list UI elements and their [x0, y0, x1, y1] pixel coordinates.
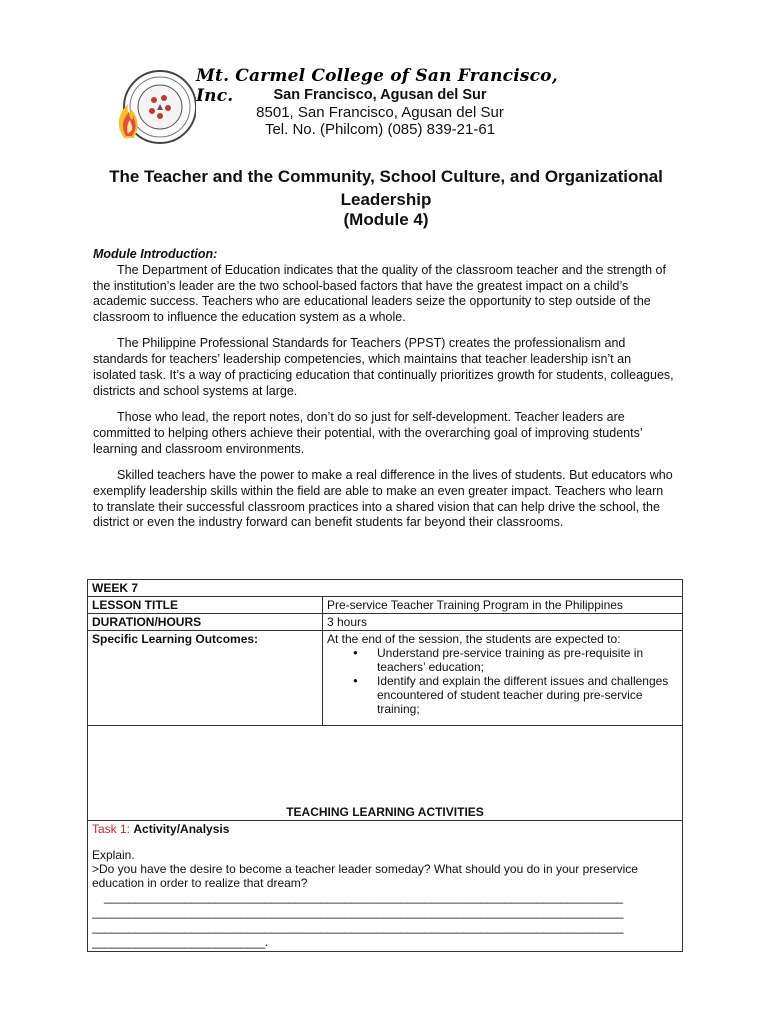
lesson-title-value: Pre-service Teacher Training Program in the Philippines	[323, 597, 683, 614]
intro-paragraph: Skilled teachers have the power to make a real difference in the lives of students. But educators who exemplify leadership skills within the field are able to make an even greater impact. Teachers who learn to translate their successful classroom practices into a shared vision that can help drive the school, the district or even the industry forward can benefit students far beyond their classrooms.	[93, 468, 673, 530]
table-row	[88, 597, 683, 614]
table-row	[88, 580, 683, 597]
answer-line: ______________________________________________________________________________________	[92, 905, 623, 919]
intro-heading: Module Introduction:	[93, 247, 218, 261]
answer-line: ______________________________________________________________________________________	[92, 920, 623, 934]
task-question: >Do you have the desire to become a teacher leader someday? What should you do in your preservice education in order to realize that dream?	[92, 862, 638, 890]
duration-label: DURATION/HOURS	[88, 614, 323, 631]
table-row	[88, 726, 683, 821]
outcomes-cell	[323, 631, 683, 726]
address-line-3: Tel. No. (Philcom) (085) 839-21-61	[264, 121, 496, 138]
answer-line: ____________________________________________________________________________________	[104, 890, 623, 904]
college-seal-logo	[110, 64, 196, 150]
intro-paragraph: The Philippine Professional Standards for Teachers (PPST) creates the professionalism and standards for teachers’ leadership competencies, which maintains that teacher leadership isn’t an isolated task. It’s a way of practicing education that continually prioritizes growth for students, colleagues, districts and school systems at large.	[93, 336, 674, 398]
lesson-title-label: LESSON TITLE	[88, 597, 323, 614]
task-name: Activity/Analysis	[133, 822, 230, 836]
intro-paragraph: Those who lead, the report notes, don’t do so just for self-development. Teacher leaders are committed to helping others achieve their potential, with the overarching goal of improving students’ learning and classroom environments.	[93, 410, 643, 456]
lesson-table	[87, 579, 683, 952]
college-name: Mt. Carmel College of San Francisco, Inc.	[196, 66, 558, 106]
task-number: Task 1:	[92, 822, 131, 836]
address-line-2: 8501, San Francisco, Agusan del Sur	[256, 104, 504, 121]
answer-line: ____________________________.	[92, 935, 268, 949]
table-row	[88, 614, 683, 631]
address-line-1: San Francisco, Agusan del Sur	[273, 87, 487, 103]
task-cell	[88, 821, 683, 952]
table-row	[88, 631, 683, 726]
list-item: ● Identify and explain the different issues and challenges encountered of student teacher during pre-service training;	[377, 674, 678, 716]
task-explain: Explain.	[92, 848, 135, 862]
table-row	[88, 821, 683, 952]
outcomes-intro: At the end of the session, the students are expected to:	[327, 632, 621, 646]
module-number: (Module 4)	[343, 210, 429, 229]
duration-value: 3 hours	[323, 614, 683, 631]
week-label: WEEK 7	[88, 580, 683, 597]
document-title: The Teacher and the Community, School Culture, and Organizational Leadership	[109, 167, 663, 209]
answer-lines[interactable]	[92, 890, 678, 950]
module-introduction	[93, 247, 677, 542]
tla-heading: TEACHING LEARNING ACTIVITIES	[88, 726, 683, 821]
outcomes-label: Specific Learning Outcomes:	[88, 631, 323, 726]
list-item: ● Understand pre-service training as pre-requisite in teachers’ education;	[377, 646, 678, 674]
task-title	[92, 822, 678, 836]
outcomes-list	[327, 646, 678, 716]
intro-paragraph: The Department of Education indicates that the quality of the classroom teacher and the strength of the institution’s leader are the two school-based factors that have the greatest impact on a child’s academic success. Teachers who are educational leaders seize the opportunity to step outside of the classroom to influence the education system as a whole.	[93, 262, 666, 325]
